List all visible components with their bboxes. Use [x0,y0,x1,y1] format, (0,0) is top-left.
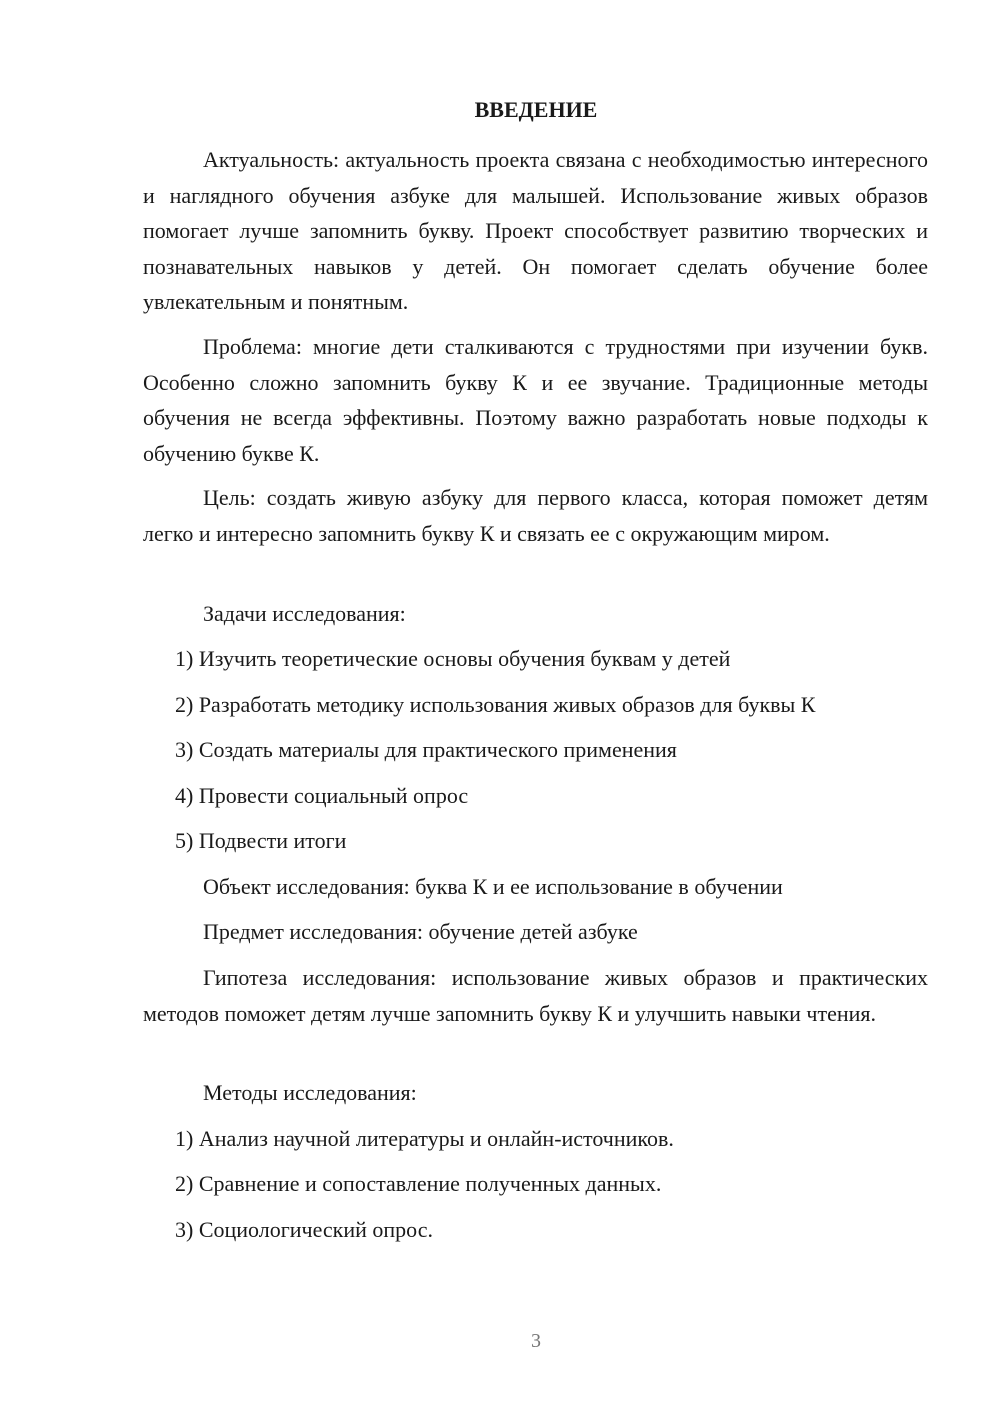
task-item: 3) Создать материалы для практического применения [175,737,677,762]
problem-paragraph: Проблема: многие дети сталкиваются с трудностями при изучении букв. Особенно сложно запомнить букву К и ее звучание. Традиционные методы обучения не всегда эффективны. Поэтому важно разработать новые подходы к обучению букве К. [143,334,928,466]
research-subject: Предмет исследования: обучение детей азбуке [203,919,638,944]
method-item: 1) Анализ научной литературы и онлайн-источников. [175,1126,674,1151]
page-title: ВВЕДЕНИЕ [474,97,598,122]
tasks-heading: Задачи исследования: [203,601,406,626]
task-item: 4) Провести социальный опрос [175,783,469,808]
methods-heading: Методы исследования: [203,1080,417,1105]
task-item: 5) Подвести итоги [175,828,347,853]
task-item: 1) Изучить теоретические основы обучения буквам у детей [175,646,731,671]
method-item: 2) Сравнение и сопоставление полученных данных. [175,1171,662,1196]
method-item: 3) Социологический опрос. [175,1217,433,1242]
goal-paragraph: Цель: создать живую азбуку для первого класса, которая поможет детям легко и интересно запомнить букву К и связать ее с окружающим миром. [143,485,928,546]
relevance-paragraph: Актуальность: актуальность проекта связана с необходимостью интересного и наглядного обучения азбуке для малышей. Использование живых образов помогает лучше запомнить букву. Проект способствует развитию творческих и познавательных навыков у детей. Он помогает сделать обучение более увлекательным и понятным. [143,147,928,314]
page-number: 3 [531,1330,541,1352]
task-item: 2) Разработать методику использования живых образов для буквы К [175,692,816,717]
hypothesis-paragraph: Гипотеза исследования: использование живых образов и практических методов поможет детям лучше запомнить букву К и улучшить навыки чтения. [143,965,928,1026]
research-object: Объект исследования: буква К и ее использование в обучении [203,874,783,899]
